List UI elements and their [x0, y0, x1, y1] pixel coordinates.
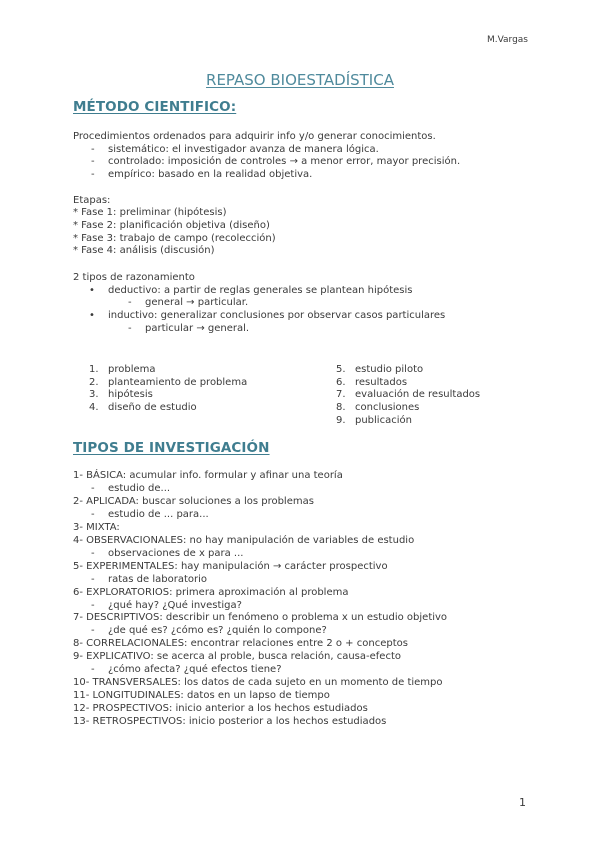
- investigation-type-item: 5- EXPERIMENTALES: hay manipulación → carácter prospectivo: [73, 560, 388, 572]
- investigation-type-item: 2- APLICADA: buscar soluciones a los problemas: [73, 495, 314, 507]
- investigation-type-item: 9- EXPLICATIVO: se acerca al proble, busca relación, causa-efecto: [73, 651, 401, 663]
- step-item: hipótesis: [108, 389, 153, 401]
- razonamiento-item: inductivo: generalizar conclusiones por observar casos particulares: [108, 310, 446, 322]
- investigation-type-item: 4- OBSERVACIONALES: no hay manipulación de variables de estudio: [73, 534, 415, 546]
- step-item: problema: [108, 364, 156, 375]
- dash-bullet-icon: -: [91, 482, 95, 494]
- investigation-type-subitem: ratas de laboratorio: [108, 573, 208, 585]
- step-number: 8.: [336, 402, 346, 414]
- razonamiento-subitem: particular → general.: [145, 322, 250, 334]
- etapa-item: * Fase 2: planificación objetiva (diseño): [73, 219, 270, 231]
- dash-bullet-icon: -: [91, 599, 95, 611]
- dash-bullet-icon: -: [91, 508, 95, 520]
- characteristic-item: controlado: imposición de controles → a menor error, mayor precisión.: [108, 156, 461, 168]
- section-heading-tipos: TIPOS DE INVESTIGACIÓN: [73, 440, 270, 456]
- author-header: M.Vargas: [486, 35, 528, 45]
- razonamiento-label: 2 tipos de razonamiento: [73, 272, 195, 283]
- section-heading-metodo: MÉTODO CIENTIFICO:: [73, 99, 237, 115]
- step-item: estudio piloto: [355, 364, 424, 375]
- investigation-type-subitem: ¿cómo afecta? ¿qué efectos tiene?: [108, 664, 282, 676]
- page-number: 1: [519, 796, 526, 809]
- step-number: 3.: [89, 389, 99, 401]
- step-number: 5.: [336, 364, 346, 375]
- step-item: conclusiones: [355, 402, 420, 414]
- razonamiento-subitem: general → particular.: [145, 297, 249, 309]
- etapas-label: Etapas:: [73, 194, 111, 206]
- characteristic-item: empírico: basado en la realidad objetiva.: [108, 169, 313, 181]
- etapa-item: * Fase 4: análisis (discusión): [73, 245, 215, 257]
- investigation-type-subitem: observaciones de x para ...: [108, 547, 244, 559]
- dash-bullet-icon: -: [91, 169, 95, 181]
- dash-bullet-icon: -: [91, 573, 95, 585]
- step-item: publicación: [355, 414, 412, 426]
- bullet-icon: •: [89, 284, 95, 296]
- investigation-type-subitem: estudio de ... para...: [108, 508, 209, 520]
- investigation-type-item: 1- BÁSICA: acumular info. formular y afinar una teoría: [73, 470, 343, 481]
- dash-bullet-icon: -: [91, 156, 95, 168]
- bullet-icon: •: [89, 310, 95, 322]
- investigation-type-item: 3- MIXTA:: [73, 521, 120, 533]
- etapa-item: * Fase 3: trabajo de campo (recolección): [73, 232, 276, 244]
- investigation-type-item: 11- LONGITUDINALES: datos en un lapso de tiempo: [73, 690, 330, 702]
- investigation-type-item: 8- CORRELACIONALES: encontrar relaciones entre 2 o + conceptos: [73, 638, 408, 650]
- investigation-type-item: 13- RETROSPECTIVOS: inicio posterior a los hechos estudiados: [73, 716, 387, 728]
- intro-text: Procedimientos ordenados para adquirir info y/o generar conocimientos.: [73, 131, 436, 142]
- investigation-type-item: 10- TRANSVERSALES: los datos de cada sujeto en un momento de tiempo: [73, 677, 443, 689]
- step-number: 9.: [336, 414, 346, 426]
- step-number: 7.: [336, 389, 346, 401]
- characteristic-item: sistemático: el investigador avanza de manera lógica.: [108, 143, 379, 155]
- step-item: planteamiento de problema: [108, 376, 248, 388]
- dash-bullet-icon: -: [128, 322, 132, 334]
- step-number: 1.: [89, 364, 99, 375]
- investigation-type-item: 7- DESCRIPTIVOS: describir un fenómeno o problema x un estudio objetivo: [73, 612, 448, 624]
- dash-bullet-icon: -: [91, 625, 95, 637]
- step-item: evaluación de resultados: [355, 389, 481, 401]
- dash-bullet-icon: -: [91, 143, 95, 155]
- razonamiento-item: deductivo: a partir de reglas generales se plantean hipótesis: [108, 284, 413, 296]
- investigation-type-item: 6- EXPLORATORIOS: primera aproximación al problema: [73, 586, 349, 598]
- etapa-item: * Fase 1: preliminar (hipótesis): [73, 207, 227, 219]
- investigation-type-subitem: estudio de...: [108, 482, 171, 494]
- step-item: resultados: [355, 376, 408, 388]
- dash-bullet-icon: -: [91, 547, 95, 559]
- step-item: diseño de estudio: [108, 402, 197, 414]
- investigation-type-item: 12- PROSPECTIVOS: inicio anterior a los hechos estudiados: [73, 703, 368, 715]
- step-number: 6.: [336, 376, 346, 388]
- investigation-type-subitem: ¿de qué es? ¿cómo es? ¿quién lo compone?: [108, 625, 327, 637]
- document-title: REPASO BIOESTADÍSTICA: [206, 71, 394, 89]
- step-number: 2.: [89, 376, 99, 388]
- step-number: 4.: [89, 402, 99, 414]
- dash-bullet-icon: -: [128, 297, 132, 309]
- dash-bullet-icon: -: [91, 664, 95, 676]
- investigation-type-subitem: ¿qué hay? ¿Qué investiga?: [108, 599, 242, 611]
